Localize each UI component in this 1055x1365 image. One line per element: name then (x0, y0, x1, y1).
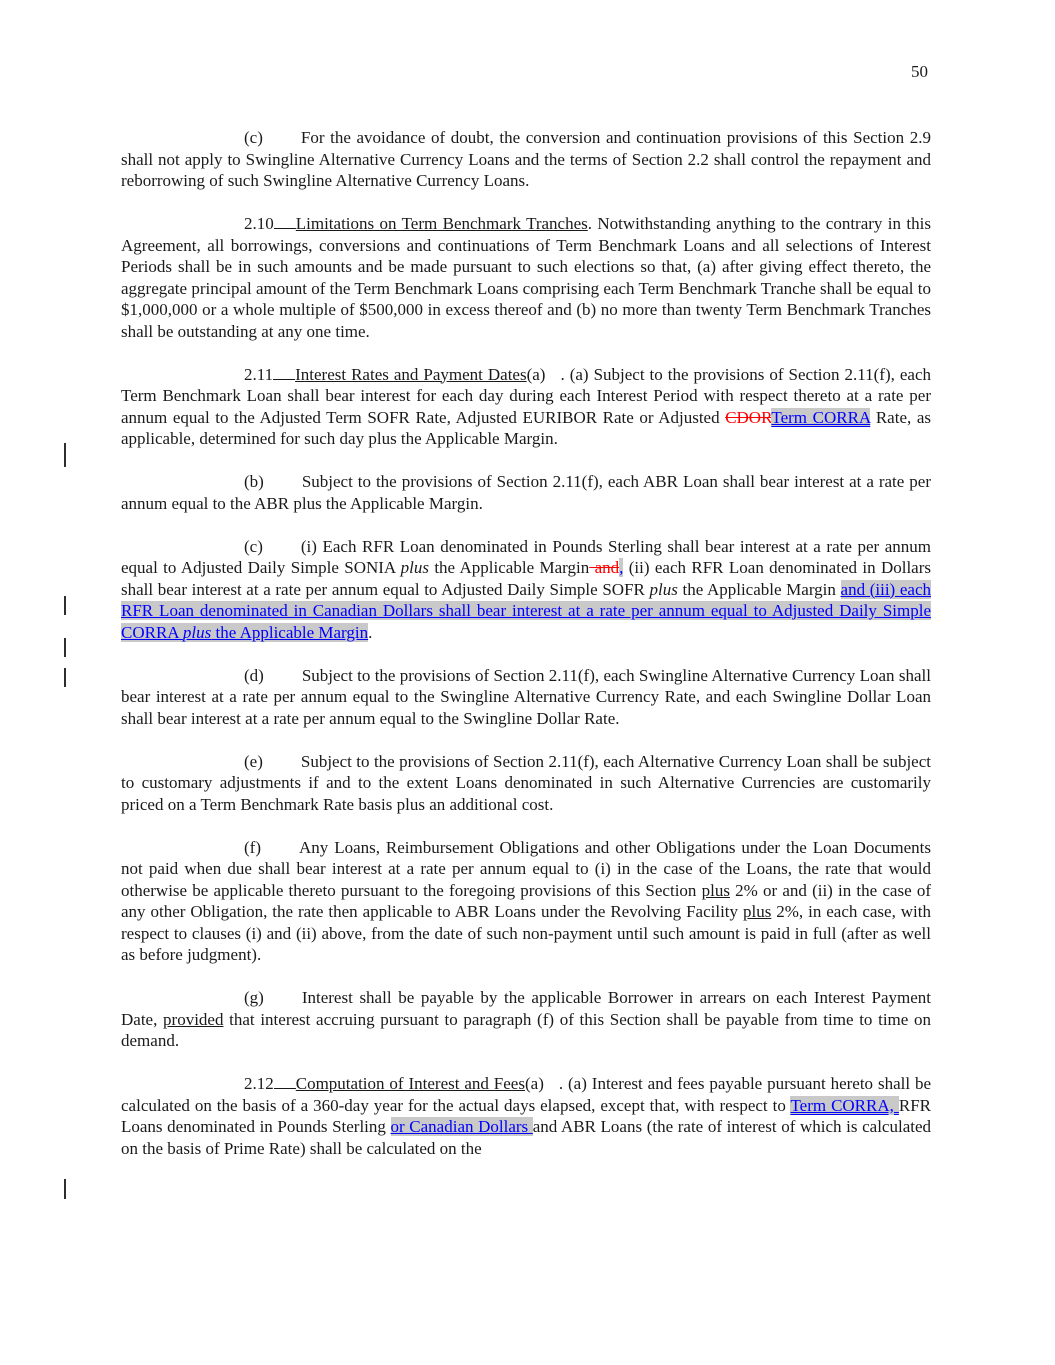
para-2-11-g (121, 987, 931, 1052)
text-run: Subject to the provisions of Section 2.11(f), each Swingline Alternative Currency Loan shall bear interest at a rate per annum equal to the Swingline Alternative Currency Rate, and each Swingline Dollar Loan shall bear interest at a rate per annum equal to the Swingline Dollar Rate. (121, 665, 931, 728)
underlined-text: Computation of Interest and Fees (295, 1074, 525, 1093)
text-run: Interest shall be payable by the applicable Borrower in arrears on each Interest Payment Date, (121, 988, 931, 1029)
underlined-text: Limitations on Term Benchmark Tranches (295, 214, 588, 233)
change-bar (64, 443, 66, 467)
text-run: . (368, 622, 373, 642)
underlined-text: plus (701, 880, 730, 900)
text-run: . Notwithstanding anything to the contrary in this Agreement, all borrowings, conversions and continuations of Term Benchmark Loans and all selections of Interest Periods shall be in such amounts and be made pursuant to such elections so that, (a) after giving effect thereto, the aggregate principal amount of the Term Benchmark Loans comprising each Term Benchmark Tranche shall be equal to $1,000,000 or a whole multiple of $500,000 in excess thereof and (b) no more than twenty Term Benchmark Tranches shall be outstanding at any one time. (121, 214, 931, 341)
para-2-12 (121, 1073, 931, 1159)
text-run: 2.10 (244, 214, 274, 233)
text-run: (c) (244, 536, 263, 556)
para-2-10 (121, 213, 931, 342)
para-2-11-d (121, 665, 931, 730)
text-run: Rate, as applicable, determined for such day plus the Applicable Margin. (121, 407, 931, 448)
change-bar (64, 638, 66, 657)
tab-spacer (274, 1088, 296, 1089)
inserted-text: the Applicable Margin (211, 622, 369, 642)
text-run: . (a) Subject to the provisions of Section 2.11(f), each Term Benchmark Loan shall bear interest for each day during each Interest Period with respect thereto at a rate per annum equal to the Adjusted Term SOFR Rate, Adjusted EURIBOR Rate or Adjusted (121, 364, 931, 427)
text-run: (d) (244, 665, 264, 685)
text-run: (i) Each RFR Loan denominated in Pounds Sterling shall bear interest at a rate per annum equal to Adjusted Daily Simple SONIA (121, 536, 931, 577)
document-body (121, 127, 931, 1159)
text-run: For the avoidance of doubt, the conversion and continuation provisions of this Section 2.9 shall not apply to Swingline Alternative Currency Loans and the terms of Section 2.2 shall control the repayment and reborrowing of such Swingline Alternative Currency Loans. (121, 128, 931, 190)
inserted-text: Term CORRA, (790, 1095, 899, 1115)
change-bar (64, 596, 66, 615)
inserted-text: and (iii) each RFR Loan denominated in Canadian Dollars shall bear interest at a rate per annum equal to Adjusted Daily Simple CORRA (121, 579, 931, 642)
text-run: RFR Loans denominated in Pounds Sterling (121, 1095, 931, 1136)
text-run: the Applicable Margin (677, 579, 841, 599)
text-run: the Applicable Margin (428, 558, 590, 577)
text-run: Any Loans, Reimbursement Obligations and other Obligations under the Loan Documents not paid when due shall bear interest at a rate per annum equal to (i) in the case of the Loans, the rate that would otherwise be applicable thereto pursuant to the foregoing provisions of this Section (121, 837, 931, 900)
page-number: 50 (911, 62, 928, 81)
text-run: 2.12 (244, 1074, 274, 1093)
change-bar (64, 668, 66, 687)
inserted-text: , (619, 558, 624, 577)
deleted-text: and (589, 558, 620, 577)
text-run: 2.11 (244, 364, 274, 384)
text-run: (c) (244, 128, 263, 147)
text-run: (b) (244, 472, 264, 491)
inserted-text: plus (182, 622, 212, 642)
text-run: (g) (244, 988, 264, 1007)
para-2-11-a (121, 364, 931, 450)
tab-spacer (274, 228, 296, 229)
text-run: (f) (244, 837, 261, 857)
text-run: that interest accruing pursuant to paragraph (f) of this Section shall be payable from time to time on demand. (121, 1009, 931, 1050)
text-run: (a) (524, 1074, 544, 1093)
text-run: (ii) each RFR Loan denominated in Dollars shall bear interest at a rate per annum equal to Adjusted Daily Simple SOFR (121, 558, 931, 599)
deleted-text: CDOR (725, 407, 772, 427)
para-2-11-b (121, 471, 931, 514)
italic-text: plus (649, 579, 678, 599)
text-run: . (a) Interest and fees payable pursuant hereto shall be calculated on the basis of a 360-day year for the actual days elapsed, except that, with respect to (121, 1074, 932, 1115)
para-2-9-c (121, 127, 931, 192)
underlined-text: Interest Rates and Payment Dates (295, 364, 527, 384)
text-run: 2% or and (ii) in the case of any other Obligation, the rate then applicable to ABR Loans under the Revolving Facility (121, 880, 931, 921)
text-run: 2%, in each case, with respect to clauses (i) and (ii) above, from the date of such non-payment until such amount is paid in full (after as well as before judgment). (121, 902, 931, 964)
italic-text: plus (400, 558, 429, 577)
para-2-11-c (121, 536, 931, 644)
para-2-11-f (121, 837, 931, 966)
text-run: (a) (526, 364, 546, 384)
text-run: (e) (244, 751, 263, 771)
text-run: and ABR Loans (the rate of interest of which is calculated on the basis of Prime Rate) shall be calculated on the (121, 1117, 932, 1158)
underlined-text: provided (163, 1009, 224, 1029)
text-run: Subject to the provisions of Section 2.11(f), each Alternative Currency Loan shall be subject to customary adjustments if and to the extent Loans denominated in such Alternative Currencies are customarily priced on a Term Benchmark Rate basis plus an additional cost. (121, 751, 931, 814)
inserted-text: Term CORRA (771, 407, 871, 427)
para-2-11-e (121, 751, 931, 816)
text-run: Subject to the provisions of Section 2.11(f), each ABR Loan shall bear interest at a rate per annum equal to the ABR plus the Applicable Margin. (121, 472, 931, 513)
change-bar (64, 1179, 66, 1199)
inserted-text: or Canadian Dollars (390, 1117, 533, 1136)
underlined-text: plus (742, 902, 772, 921)
tab-spacer (273, 379, 295, 380)
